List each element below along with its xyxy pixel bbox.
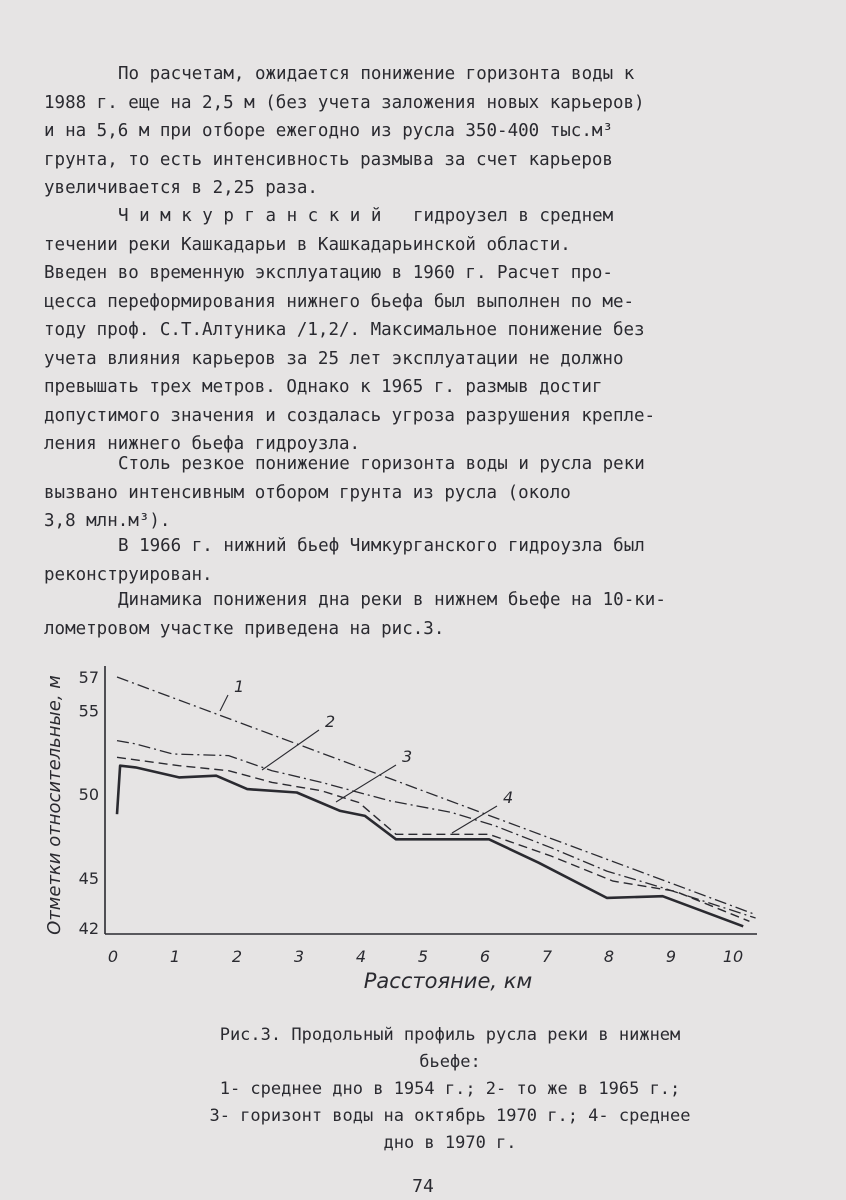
text-line: лометровом участке приведена на рис.3. — [44, 618, 445, 639]
paragraph-4 — [44, 532, 824, 589]
chart-series — [117, 677, 756, 926]
x-tick-label: 2 — [231, 947, 243, 966]
text-line: превышать трех метров. Однако к 1965 г. размыв достиг — [44, 377, 603, 397]
y-tick-label: 55 — [78, 701, 99, 721]
text-line: грунта, то есть интенсивность размыва за счет карьеров — [44, 149, 613, 170]
paragraph-2 — [44, 202, 824, 459]
y-tick-label: 42 — [78, 919, 99, 938]
river-profile-chart — [0, 640, 846, 1000]
x-tick-label: 10 — [722, 947, 744, 966]
y-tick-label: 45 — [78, 868, 99, 888]
text-line: Динамика понижения дна реки в нижнем бьефе на 10-ки- — [118, 590, 666, 610]
text-line: В 1966 г. нижний бьеф Чимкурганского гидроузла был — [118, 536, 645, 556]
series-leader-line-3 — [336, 765, 396, 802]
y-tick-label: 57 — [78, 668, 99, 687]
text-line: ления нижнего бьефа гидроузла. — [44, 434, 361, 454]
text-line: 3,8 млн.м³). — [44, 511, 171, 531]
text-line: По расчетам, ожидается понижение горизонта воды к — [118, 64, 635, 84]
chart-ticks — [79, 668, 744, 966]
x-tick-label: 0 — [107, 947, 119, 966]
text-line: вызвано интенсивным отбором грунта из русла (около — [44, 482, 571, 503]
series-line-4 — [117, 766, 743, 927]
x-tick-label: 1 — [169, 947, 181, 966]
series-label-2: 2 — [325, 712, 336, 731]
text-line: увеличивается в 2,25 раза. — [44, 178, 318, 198]
series-line-1 — [117, 677, 756, 915]
text-line: Ч и м к у р г а н с к и й гидроузел в среднем — [118, 206, 614, 226]
text-line: цесса переформирования нижнего бьефа был выполнен по ме- — [44, 291, 635, 312]
text-line: и на 5,6 м при отборе ежегодно из русла 350-400 тыс.м³ — [44, 121, 613, 141]
caption-line: Рис.3. Продольный профиль русла реки в нижнем — [219, 1025, 681, 1045]
x-tick-label: 5 — [417, 947, 429, 966]
page-number: 74 — [412, 1176, 434, 1197]
y-axis-label: Отметки относительные, м — [44, 675, 65, 935]
paragraph-5 — [44, 586, 824, 643]
y-tick-label: 50 — [78, 785, 99, 805]
caption-line: 1- среднее дно в 1954 г.; 2- то же в 1965 г.; — [219, 1079, 681, 1099]
text-line: реконструирован. — [44, 564, 213, 585]
text-line: течении реки Кашкадарьи в Кашкадарьинской области. — [44, 234, 571, 255]
x-axis-label: Расстояние, км — [363, 969, 533, 993]
caption-line: 3- горизонт воды на октябрь 1970 г.; 4- среднее — [209, 1106, 691, 1126]
text-line: Столь резкое понижение горизонта воды и русла реки — [118, 454, 645, 474]
caption-line: дно в 1970 г. — [383, 1133, 517, 1153]
text-line: учета влияния карьеров за 25 лет эксплуатации не должно — [44, 348, 624, 369]
paragraph-3 — [44, 450, 824, 536]
text-line: 1988 г. еще на 2,5 м (без учета заложения новых карьеров) — [44, 92, 645, 113]
x-tick-label: 7 — [541, 947, 553, 966]
text-line: тоду проф. С.Т.Алтуника /1,2/. Максимальное понижение без — [44, 320, 645, 340]
caption-line: бьефе: — [419, 1052, 481, 1072]
series-label-3: 3 — [402, 747, 413, 766]
text-line: допустимого значения и создалась угроза разрушения крепле- — [44, 405, 656, 426]
x-tick-label: 4 — [355, 947, 367, 966]
chart-axes — [105, 666, 757, 934]
x-tick-label: 3 — [293, 947, 305, 966]
series-line-2 — [117, 741, 756, 918]
series-leader-line-2 — [262, 730, 319, 770]
series-label-4: 4 — [503, 788, 514, 807]
text-line: Введен во временную эксплуатацию в 1960 г. Расчет про- — [44, 263, 613, 283]
paragraph-1 — [44, 60, 824, 203]
series-leader-line-1 — [220, 695, 228, 711]
x-tick-label: 6 — [479, 947, 491, 966]
figure-caption — [100, 1022, 800, 1157]
x-tick-label: 9 — [665, 947, 677, 966]
series-label-1: 1 — [234, 677, 245, 696]
x-tick-label: 8 — [603, 947, 615, 966]
